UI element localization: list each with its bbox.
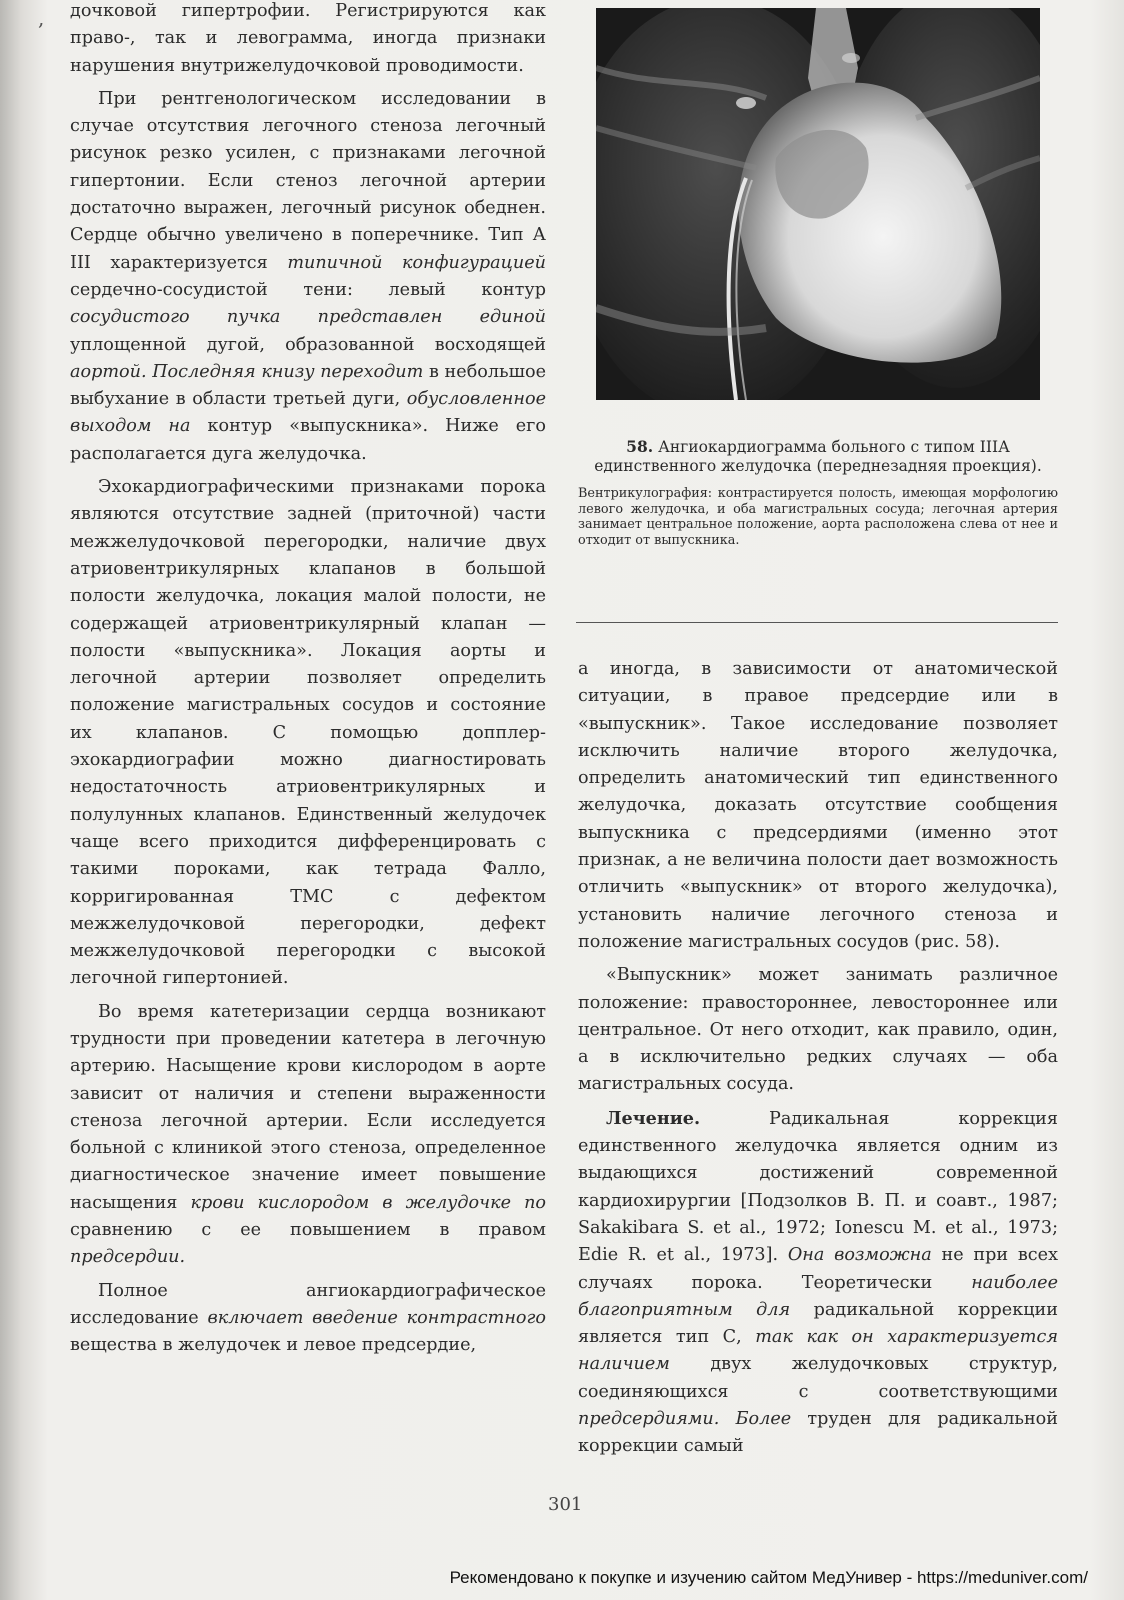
left-paragraph-5: Полное ангиокардиографическое исследование включает введение контрастного вещества в желудочек и левое предсердие, xyxy=(70,1280,546,1356)
angiocardiogram-image xyxy=(596,8,1040,400)
margin-mark: , xyxy=(38,6,45,30)
left-paragraph-1: дочковой гипертрофии. Регистрируются как право-, так и левограмма, иногда признаки нарушения внутрижелудочковой проводимости. xyxy=(70,1,546,76)
figure-caption-title: 58. Ангиокардиограмма больного с типом IIIА единственного желудочка (переднезадняя проекция). xyxy=(594,437,1042,475)
figure-caption xyxy=(578,437,1058,548)
figure-caption-description: Вентрикулография: контрастируется полость, имеющая морфологию левого желудочка, и оба магистральных сосуда; легочная артерия занимает центральное положение, аорта расположена слева от нее и отходит от выпускника. xyxy=(578,486,1058,548)
page-number: 301 xyxy=(548,1494,583,1515)
left-paragraph-2: При рентгенологическом исследовании в случае отсутствия легочного стеноза легочный рисунок резко усилен, с признаками легочной гипертонии. Если стеноз легочной артерии достаточно выражен, легочный рисунок обеднен. Сердце обычно увеличено в поперечнике. Тип А III характеризуется типичной конфигурацией сердечно-сосудистой тени: левый контур сосудистого пучка представлен единой уплощенной дугой, образованной восходящей аортой. Последняя книзу переходит в небольшое выбухание в области третьей дуги, обусловленное выходом на контур «выпускника». Ниже его располагается дуга желудочка. xyxy=(70,88,546,464)
xray-illustration xyxy=(596,8,1040,400)
section-divider xyxy=(576,622,1058,623)
left-text-column xyxy=(70,0,546,1360)
figure-number: 58. xyxy=(626,437,654,456)
treatment-heading: Лечение. xyxy=(606,1107,701,1129)
left-paragraph-4: Во время катетеризации сердца возникают трудности при проведении катетера в легочную артерию. Насыщение крови кислородом в аорте зависит от наличия и степени выраженности стеноза легочной артерии. Если исследуется больной с клиникой этого стеноза, определенное диагностическое значение имеет повышение насыщения крови кислородом в желудочке по сравнению с ее повышением в правом предсердии. xyxy=(70,1001,546,1268)
right-paragraph-3: Лечение. Радикальная коррекция единственного желудочка является одним из выдающихся достижений современной кардиохирургии [Подзолков В. П. и соавт., 1987; Sakakibara S. et al., 1972; Ionescu M. et al., 1973; Edie R. et al., 1973]. Она возможна не при всех случаях порока. Теоретически наиболее благоприятным для радикальной коррекции является тип С, так как он характеризуется наличием двух желудочковых структур, соединяющихся с соответствующими предсердиями. Более труден для радикальной коррекции самый xyxy=(578,1107,1058,1457)
left-paragraph-3: Эхокардиографическими признаками порока являются отсутствие задней (приточной) части межжелудочковой перегородки, наличие двух атриовентрикулярных клапанов в большой полости желудочка, локация малой полости, не содержащей атриовентрикулярный клапан — полости «выпускника». Локация аорты и легочной артерии позволяет определить положение магистральных сосудов и состояние их клапанов. С помощью допплер-эхокардиографии можно диагностировать недостаточность атриовентрикулярных и полулунных клапанов. Единственный желудочек чаще всего приходится дифференцировать с такими пороками, как тетрада Фалло, корригированная ТМС с дефектом межжелудочковой перегородки, дефект межжелудочковой перегородки с высокой легочной гипертонией. xyxy=(70,477,546,989)
right-paragraph-1: а иногда, в зависимости от анатомической ситуации, в правое предсердие или в «выпускник». Такое исследование позволяет исключить наличие второго желудочка, определить анатомический тип единственного желудочка, доказать отсутствие сообщения выпускника с предсердиями (именно этот признак, а не величина полости дает возможность отличить «выпускник» от второго желудочка), установить наличие легочного стеноза и положение магистральных сосудов (рис. 58). xyxy=(578,659,1058,952)
footer-recommendation-link[interactable]: Рекомендовано к покупке и изучению сайтом МедУнивер - https://meduniver.com/ xyxy=(449,1568,1088,1587)
right-text-column xyxy=(578,656,1058,1461)
right-paragraph-2: «Выпускник» может занимать различное положение: правостороннее, левостороннее или центральное. От него отходит, как правило, один, а в исключительно редких случаях — оба магистральных сосуда. xyxy=(578,965,1058,1095)
